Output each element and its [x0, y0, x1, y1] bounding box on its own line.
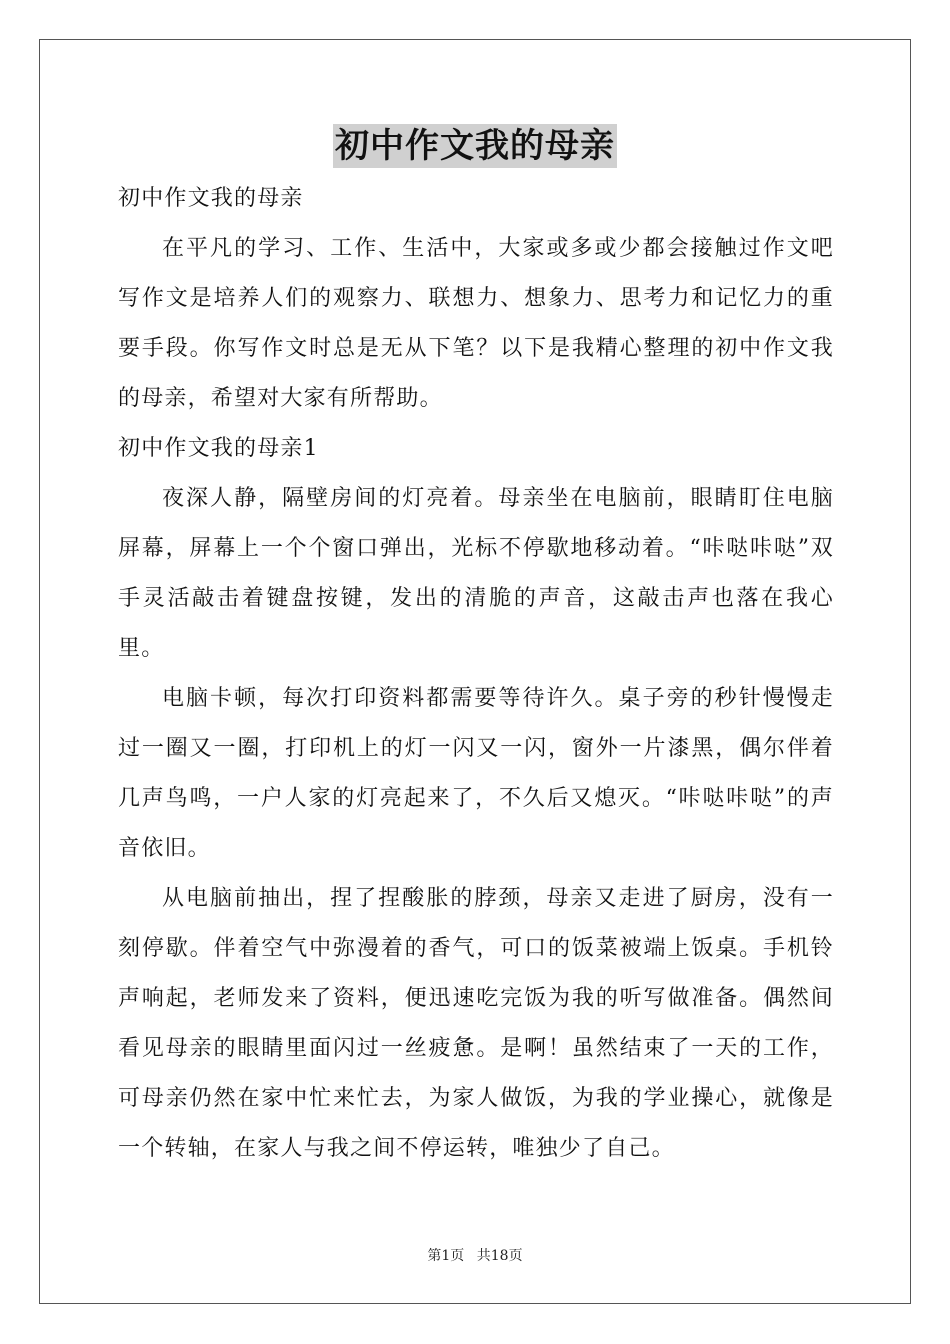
page-footer	[0, 1246, 950, 1266]
intro-paragraph: 在平凡的学习、工作、生活中，大家或多或少都会接触过作文吧写作文是培养人们的观察力、联想力、想象力、思考力和记忆力的重要手段。你写作文时总是无从下笔？以下是我精心整理的初中作文我的母亲，希望对大家有所帮助。	[118, 236, 834, 411]
title-wrap	[0, 124, 950, 168]
page-number-total: 共18页	[476, 1248, 523, 1264]
document-subtitle: 初中作文我的母亲	[118, 186, 304, 211]
body-paragraph-3: 从电脑前抽出，捏了捏酸胀的脖颈，母亲又走进了厨房，没有一刻停歇。伴着空气中弥漫着的香气，可口的饭菜被端上饭桌。手机铃声响起，老师发来了资料，便迅速吃完饭为我的听写做准备。偶然间看见母亲的眼睛里面闪过一丝疲惫。是啊！虽然结束了一天的工作，可母亲仍然在家中忙来忙去，为家人做饭，为我的学业操心，就像是一个转轴，在家人与我之间不停运转，唯独少了自己。	[118, 886, 834, 1161]
document-body	[118, 174, 834, 1174]
page-number-current: 第1页	[427, 1248, 465, 1264]
body-paragraph-2: 电脑卡顿，每次打印资料都需要等待许久。桌子旁的秒针慢慢走过一圈又一圈，打印机上的灯一闪又一闪，窗外一片漆黑，偶尔伴着几声鸟鸣，一户人家的灯亮起来了，不久后又熄灭。“咔哒咔哒”的声音依旧。	[118, 686, 834, 861]
body-paragraph-1: 夜深人静，隔壁房间的灯亮着。母亲坐在电脑前，眼睛盯住电脑屏幕，屏幕上一个个窗口弹出，光标不停歇地移动着。“咔哒咔哒”双手灵活敲击着键盘按键，发出的清脆的声音，这敲击声也落在我心里。	[118, 486, 834, 661]
section-heading: 初中作文我的母亲1	[118, 436, 319, 461]
document-title: 初中作文我的母亲	[335, 126, 615, 166]
